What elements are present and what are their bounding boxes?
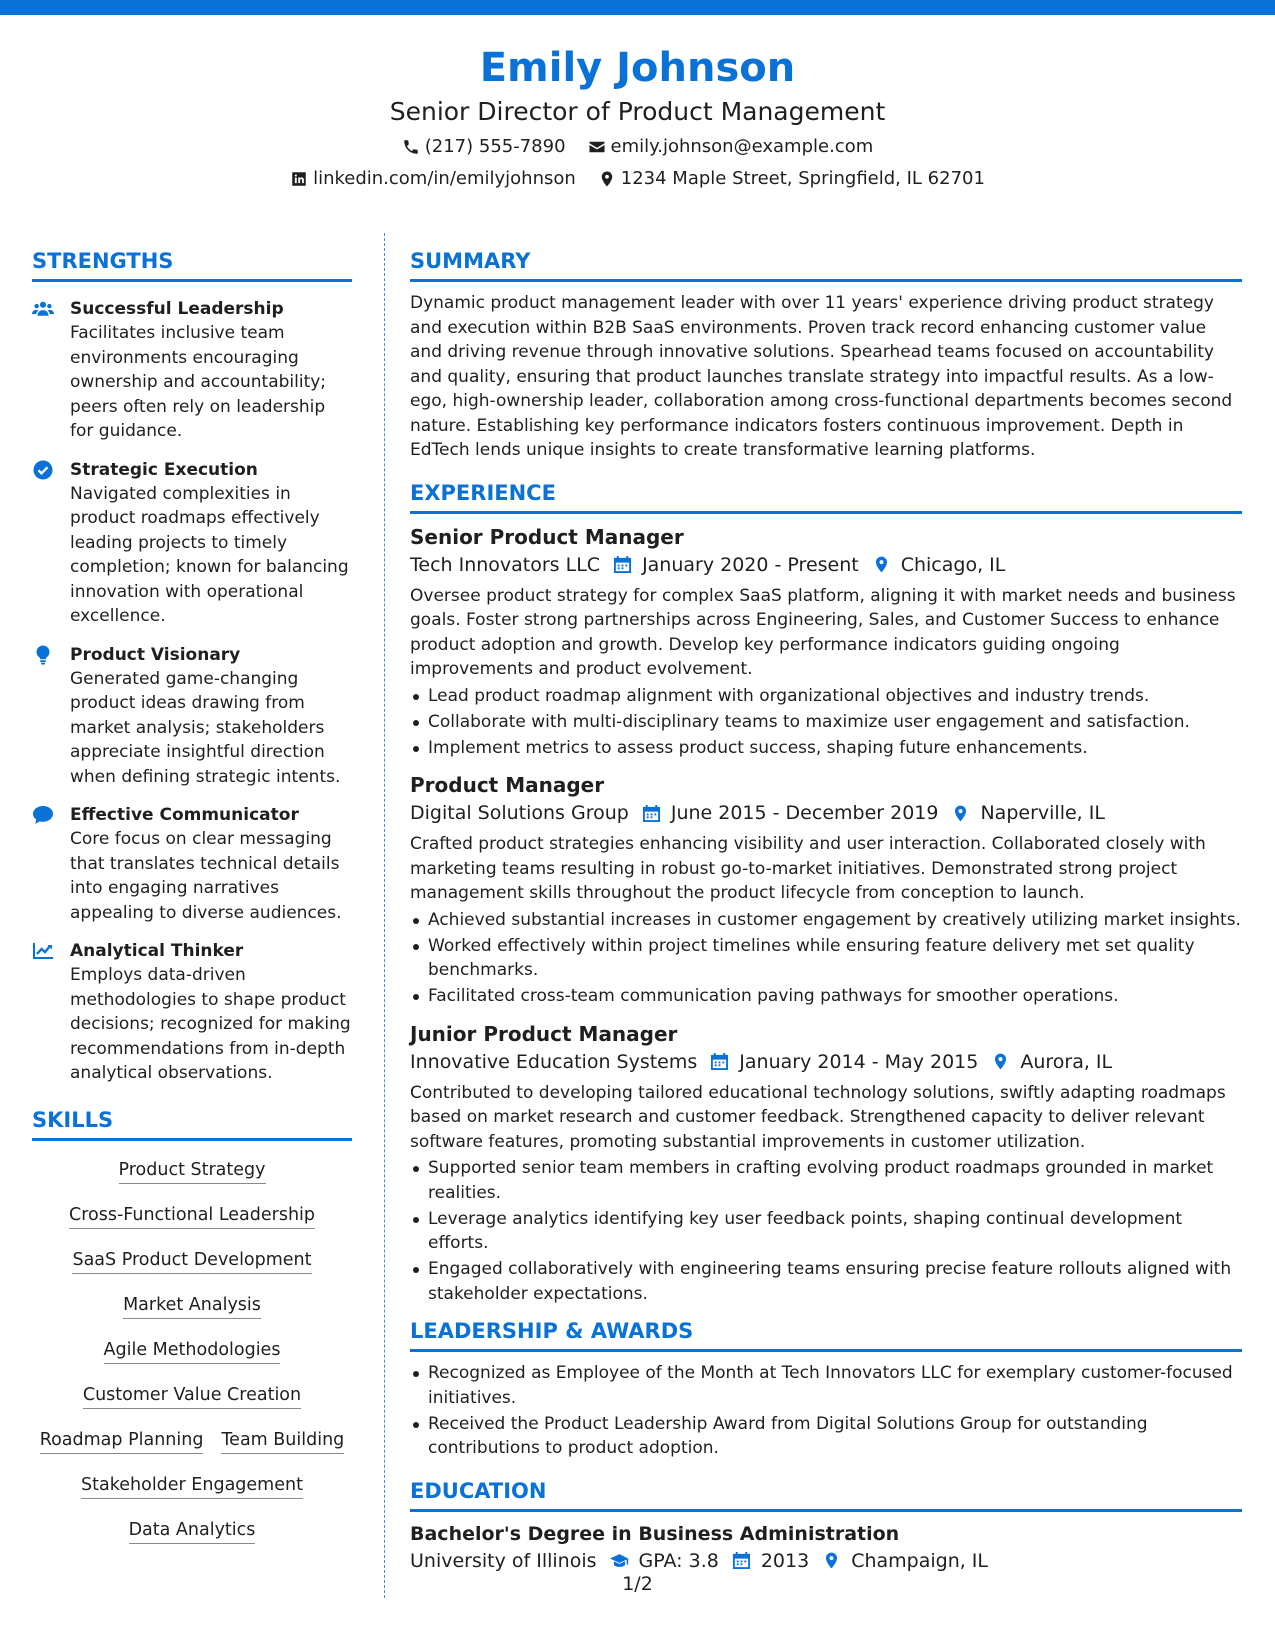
bullet-item: Recognized as Employee of the Month at Tech Innovators LLC for exemplary customer-focused initiatives. [410, 1361, 1242, 1410]
skill-tag: Stakeholder Engagement [81, 1473, 303, 1499]
candidate-name: Emily Johnson [479, 45, 796, 91]
resume-header [0, 42, 1275, 191]
job-description: Contributed to developing tailored educational technology solutions, swiftly adapting roadmaps based on market research and customer feedback. Strengthened capacity to deliver relevant software features, promoting substantial improvements in customer utilization. [410, 1082, 1226, 1152]
strength-desc: Employs data-driven methodologies to shape product decisions; recognized for making recommendations from in-depth analytical observations. [70, 965, 351, 1083]
job-title: Senior Product Manager [410, 524, 684, 549]
awards-heading: LEADERSHIP & AWARDS [410, 1317, 1242, 1352]
top-accent-bar [0, 0, 1275, 15]
job-location: Naperville, IL [980, 802, 1105, 824]
linkedin-contact[interactable] [290, 167, 576, 191]
strength-item [32, 297, 352, 444]
skill-tag: Market Analysis [123, 1293, 261, 1319]
skill-tag: Agile Methodologies [104, 1338, 281, 1364]
bullet-item: Engaged collaboratively with engineering teams ensuring precise feature rollouts aligned with stakeholder expectations. [410, 1257, 1242, 1306]
skills-list [32, 1158, 352, 1544]
job-company: Digital Solutions Group [410, 802, 629, 824]
job-dates: June 2015 - December 2019 [670, 802, 939, 824]
job-title: Junior Product Manager [410, 1021, 678, 1046]
strength-name: Successful Leadership [70, 299, 284, 319]
map-pin-icon [991, 1052, 1010, 1071]
phone-text: (217) 555-7890 [424, 136, 566, 157]
education-year: 2013 [760, 1549, 810, 1572]
strength-desc: Navigated complexities in product roadmaps effectively leading projects to timely completion; known for balancing innovation with operational excellence. [70, 483, 349, 626]
linkedin-icon [290, 170, 308, 188]
strength-name: Analytical Thinker [70, 941, 244, 961]
job-meta [410, 1048, 1242, 1076]
job-dates: January 2014 - May 2015 [739, 1050, 979, 1073]
check-circle-icon [32, 460, 54, 480]
skill-tag: Team Building [221, 1428, 344, 1454]
strengths-heading: STRENGTHS [32, 247, 352, 282]
calendar-icon [642, 804, 661, 823]
strength-name: Product Visionary [70, 644, 241, 665]
contact-row-1 [0, 135, 1275, 159]
job-entry [410, 771, 1242, 1009]
candidate-title: Senior Director of Product Management [389, 97, 886, 126]
email-contact[interactable] [588, 135, 874, 159]
phone-icon [402, 138, 420, 156]
job-bullets [410, 1156, 1242, 1306]
bullet-item: Leverage analytics identifying key user feedback points, shaping continual development efforts. [410, 1207, 1242, 1256]
bullet-item: Collaborate with multi-disciplinary teams to maximize user engagement and satisfaction. [410, 710, 1242, 735]
map-pin-icon [822, 1551, 841, 1570]
column-divider [384, 233, 385, 1598]
experience-heading: EXPERIENCE [410, 479, 1242, 514]
address-contact [598, 167, 985, 191]
job-location: Chicago, IL [900, 553, 1006, 576]
skill-tag: Cross-Functional Leadership [69, 1203, 315, 1229]
calendar-icon [710, 1052, 729, 1071]
bullet-item: Facilitated cross-team communication paving pathways for smoother operations. [410, 984, 1242, 1009]
education-meta [410, 1547, 1242, 1575]
lightbulb-icon [32, 645, 54, 665]
job-meta [410, 799, 1242, 827]
chart-line-icon [32, 941, 54, 961]
job-entry [410, 1020, 1242, 1307]
job-dates: January 2020 - Present [642, 553, 859, 576]
strength-item [32, 643, 352, 790]
skill-tag: Product Strategy [119, 1158, 266, 1184]
education-school: University of Illinois [410, 1549, 597, 1572]
contact-row-2 [0, 167, 1275, 191]
bullet-item: Received the Product Leadership Award from Digital Solutions Group for outstanding contributions to product adoption. [410, 1412, 1242, 1461]
bullet-item: Worked effectively within project timelines while ensuring feature delivery met set quality benchmarks. [410, 934, 1242, 983]
education-heading: EDUCATION [410, 1477, 1242, 1512]
phone-contact [402, 135, 566, 159]
graduation-cap-icon [610, 1551, 629, 1570]
calendar-icon [613, 555, 632, 574]
strength-desc: Core focus on clear messaging that translates technical details into engaging narratives appealing to diverse audiences. [70, 829, 342, 923]
strength-item [32, 939, 352, 1086]
skill-tag: Roadmap Planning [40, 1428, 204, 1454]
map-pin-icon [951, 804, 970, 823]
skill-tag: Data Analytics [129, 1518, 256, 1544]
job-bullets [410, 908, 1242, 1009]
awards-bullets [410, 1361, 1242, 1461]
skill-tag: SaaS Product Development [72, 1248, 311, 1274]
strength-item [32, 803, 352, 925]
job-description: Oversee product strategy for complex SaaS platform, aligning it with market needs and business goals. Foster strong partnerships across Engineering, Sales, and Customer Success to enhance product adoption and growth. Develop key performance indicators guiding ongoing improvements and product evolvement. [410, 585, 1236, 679]
summary-heading: SUMMARY [410, 247, 1242, 282]
skills-heading: SKILLS [32, 1106, 352, 1141]
right-column [410, 247, 1242, 1580]
strength-name: Effective Communicator [70, 805, 299, 825]
education-location: Champaign, IL [851, 1549, 989, 1572]
address-text: 1234 Maple Street, Springfield, IL 62701 [620, 168, 985, 189]
job-company: Innovative Education Systems [410, 1050, 698, 1073]
comment-icon [32, 805, 54, 825]
left-column [32, 247, 352, 1544]
summary-text: Dynamic product management leader with over 11 years' experience driving product strategy and execution within B2B SaaS environments. Proven track record enhancing customer value and driving revenue through innovative solutions. Spearhead teams focused on accountability and quality, ensuring that product launches translate strategy into impactful results. As a low-ego, high-ownership leader, collaboration among cross-functional departments becomes second nature. Establishing key performance indicators fosters continuous improvement. Depth in EdTech lends unique insights to create transformative learning platforms. [410, 293, 1233, 460]
page-number: 1/2 [622, 1573, 653, 1595]
map-pin-icon [872, 555, 891, 574]
job-meta [410, 551, 1242, 579]
job-title: Product Manager [410, 773, 605, 797]
job-bullets [410, 684, 1242, 761]
strength-item [32, 458, 352, 629]
bullet-item: Achieved substantial increases in customer engagement by creatively utilizing market insights. [410, 908, 1242, 933]
education-degree: Bachelor's Degree in Business Administration [410, 1522, 900, 1545]
linkedin-text: linkedin.com/in/emilyjohnson [313, 168, 576, 189]
bullet-item: Lead product roadmap alignment with organizational objectives and industry trends. [410, 684, 1242, 709]
bullet-item: Supported senior team members in crafting evolving product roadmaps grounded in market realities. [410, 1156, 1242, 1205]
education-gpa: GPA: 3.8 [638, 1549, 719, 1572]
calendar-icon [732, 1551, 751, 1570]
job-entry [410, 523, 1242, 761]
bullet-item: Implement metrics to assess product success, shaping future enhancements. [410, 736, 1242, 761]
strength-desc: Facilitates inclusive team environments encouraging ownership and accountability; peers often rely on leadership for guidance. [70, 323, 327, 441]
envelope-icon [588, 138, 606, 156]
job-location: Aurora, IL [1020, 1050, 1113, 1073]
skill-tag: Customer Value Creation [83, 1383, 301, 1409]
map-pin-icon [598, 170, 616, 188]
email-text: emily.johnson@example.com [610, 136, 874, 157]
job-company: Tech Innovators LLC [410, 553, 601, 576]
strength-desc: Generated game-changing product ideas drawing from market analysis; stakeholders appreciate insightful direction when defining strategic intents. [70, 668, 341, 787]
strength-name: Strategic Execution [70, 459, 258, 480]
users-icon [32, 299, 54, 319]
job-description: Crafted product strategies enhancing visibility and user interaction. Collaborated closely with marketing teams resulting in robust go-to-market initiatives. Demonstrated strong project management skills throughout the product lifecycle from conception to launch. [410, 834, 1206, 903]
